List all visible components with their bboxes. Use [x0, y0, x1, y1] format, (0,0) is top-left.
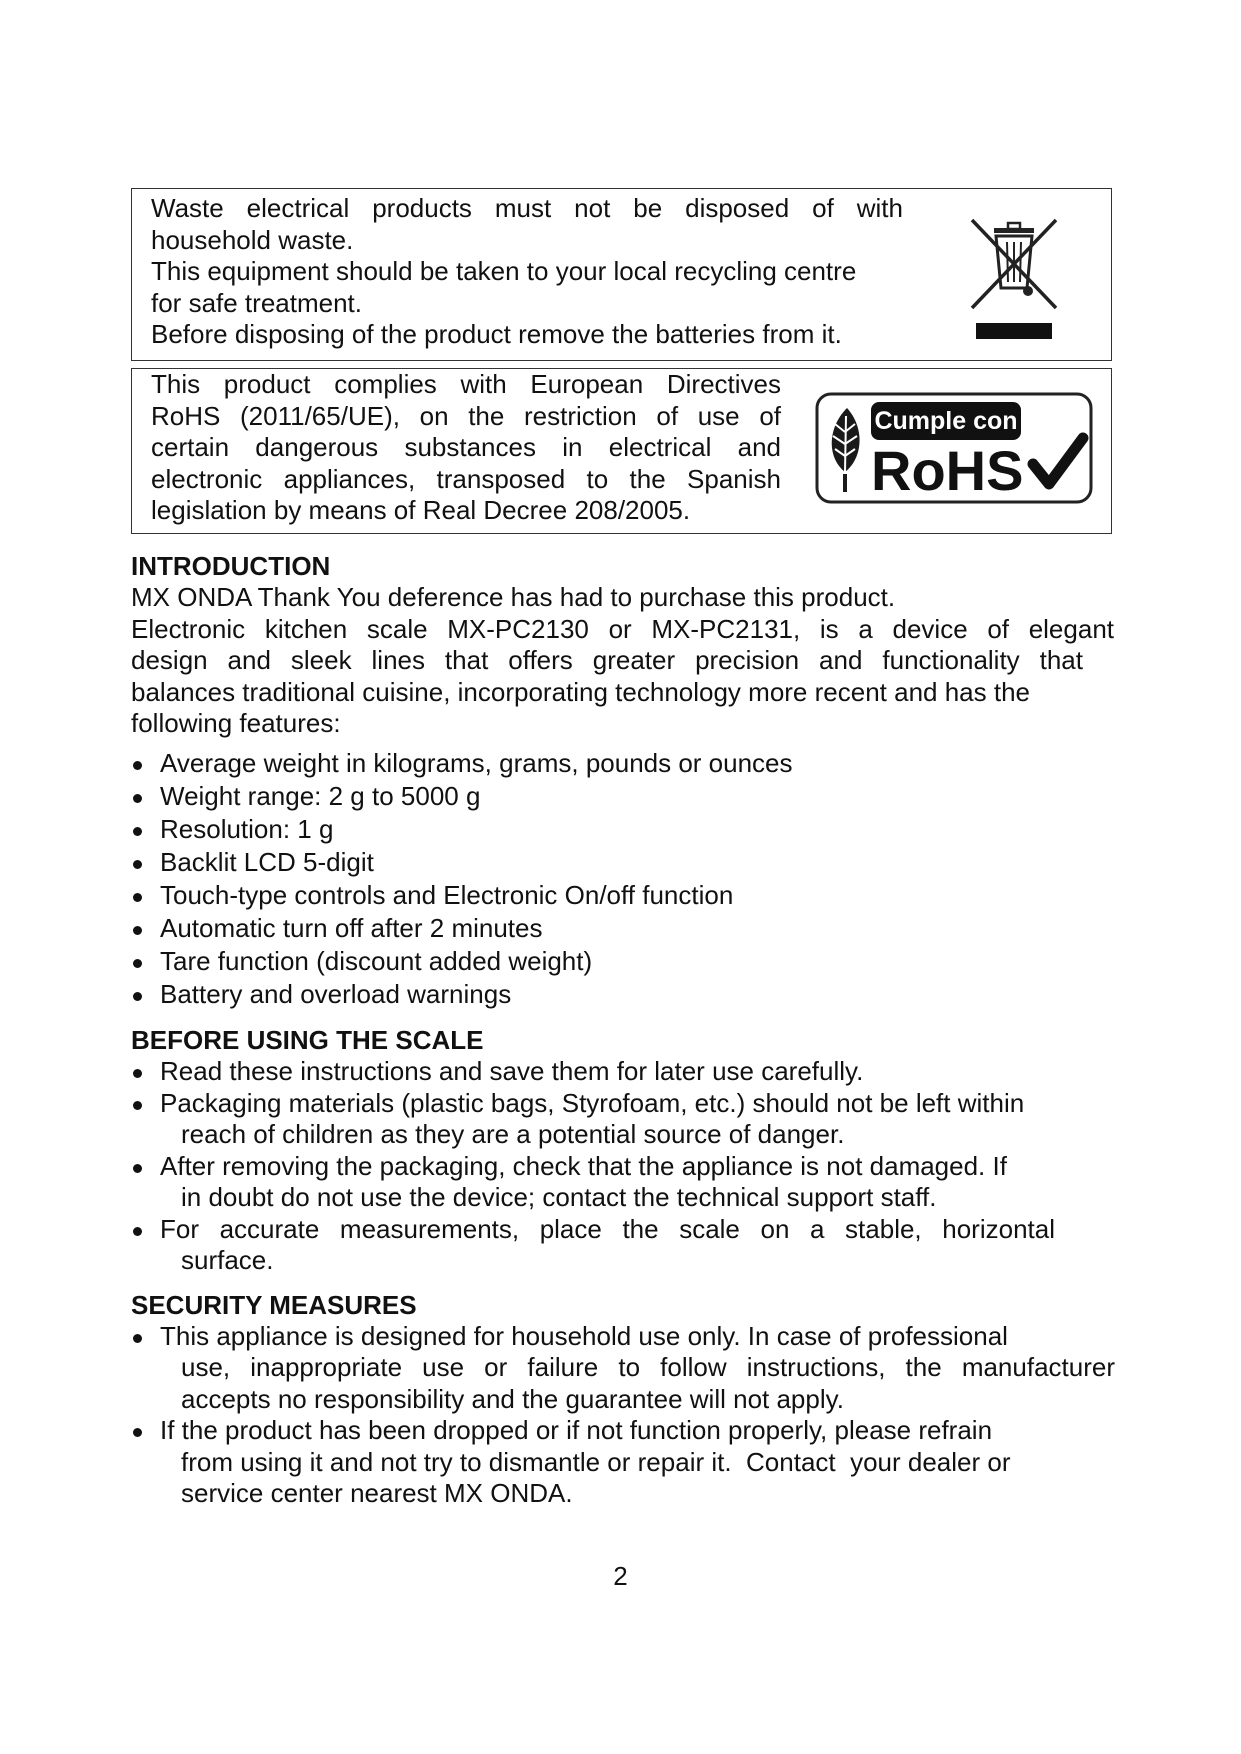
security-item [131, 1321, 1114, 1416]
before-using-item [131, 1088, 1114, 1151]
intro-line: following features: [131, 708, 341, 738]
rohs-line: certain dangerous substances in electrical and [151, 432, 781, 462]
item-line: reach of children as they are a potential source of danger. [181, 1119, 845, 1150]
item-line: from using it and not try to dismantle or repair it. Contact your dealer or [181, 1446, 1011, 1477]
before-using-item [131, 1151, 1114, 1214]
rohs-notice-text [151, 369, 781, 527]
item-line: For accurate measurements, place the scale on a stable, horizontal [160, 1213, 1055, 1244]
before-using-item [131, 1056, 1114, 1088]
item-line: After removing the packaging, check that the appliance is not damaged. If [160, 1150, 1007, 1181]
intro-line: design and sleek lines that offers greater precision and functionality that [131, 645, 1083, 675]
before-using-item [131, 1214, 1114, 1277]
badge-main-text: RoHS [871, 439, 1024, 502]
rohs-line: legislation by means of Real Decree 208/2005. [151, 495, 691, 525]
feature-item: Resolution: 1 g [131, 814, 1114, 846]
waste-line: for safe treatment. [151, 287, 362, 318]
item-line: Packaging materials (plastic bags, Styrofoam, etc.) should not be left within [160, 1087, 1025, 1118]
feature-item: Automatic turn off after 2 minutes [131, 913, 1114, 945]
introduction-heading: INTRODUCTION [131, 551, 331, 581]
item-line: surface. [181, 1245, 274, 1276]
page-number: 2 [613, 1561, 628, 1591]
rohs-line: This product complies with European Directives [151, 369, 781, 399]
feature-item: Battery and overload warnings [131, 979, 1114, 1011]
security-list [131, 1321, 1114, 1510]
rohs-line: electronic appliances, transposed to the Spanish [151, 463, 781, 494]
feature-item: Average weight in kilograms, grams, pounds or ounces [131, 748, 1114, 780]
introduction-paragraph [131, 582, 1114, 740]
waste-line: Before disposing of the product remove the batteries from it. [151, 319, 842, 349]
waste-line: household waste. [151, 224, 354, 255]
feature-item: Weight range: 2 g to 5000 g [131, 781, 1114, 813]
item-line: accepts no responsibility and the guarantee will not apply. [181, 1383, 844, 1414]
item-line: If the product has been dropped or if not function properly, please refrain [160, 1415, 993, 1446]
item-line: use, inappropriate use or failure to follow instructions, the manufacturer [181, 1352, 1115, 1383]
before-using-list [131, 1056, 1114, 1277]
rohs-compliance-notice [131, 368, 1112, 534]
item-line: service center nearest MX ONDA. [181, 1478, 573, 1509]
waste-line: This equipment should be taken to your local recycling centre [151, 256, 857, 286]
crossed-out-bin-icon [964, 212, 1064, 342]
intro-line: MX ONDA Thank You deference has had to purchase this product. [131, 582, 896, 612]
item-line: in doubt do not use the device; contact the technical support staff. [181, 1182, 937, 1213]
waste-line: Waste electrical products must not be disposed of with [151, 193, 903, 223]
main-content [131, 550, 1114, 1510]
security-item [131, 1415, 1114, 1510]
intro-line: balances traditional cuisine, incorporating technology more recent and has the [131, 676, 1030, 707]
rohs-line: RoHS (2011/65/UE), on the restriction of use of [151, 400, 781, 431]
rohs-badge-logo [815, 392, 1093, 504]
feature-item: Tare function (discount added weight) [131, 946, 1114, 978]
before-using-heading: BEFORE USING THE SCALE [131, 1025, 484, 1056]
feature-item: Backlit LCD 5-digit [131, 847, 1114, 879]
badge-top-text: Cumple con [874, 407, 1018, 435]
item-line: Read these instructions and save them for later use carefully. [160, 1056, 864, 1087]
waste-disposal-notice [131, 188, 1112, 361]
features-list [131, 748, 1114, 1011]
feature-item: Touch-type controls and Electronic On/off function [131, 880, 1114, 912]
waste-notice-text [151, 193, 903, 351]
security-heading: SECURITY MEASURES [131, 1289, 417, 1320]
intro-line: Electronic kitchen scale MX-PC2130 or MX-PC2131, is a device of elegant [131, 613, 1114, 644]
item-line: This appliance is designed for household use only. In case of professional [160, 1320, 1008, 1351]
